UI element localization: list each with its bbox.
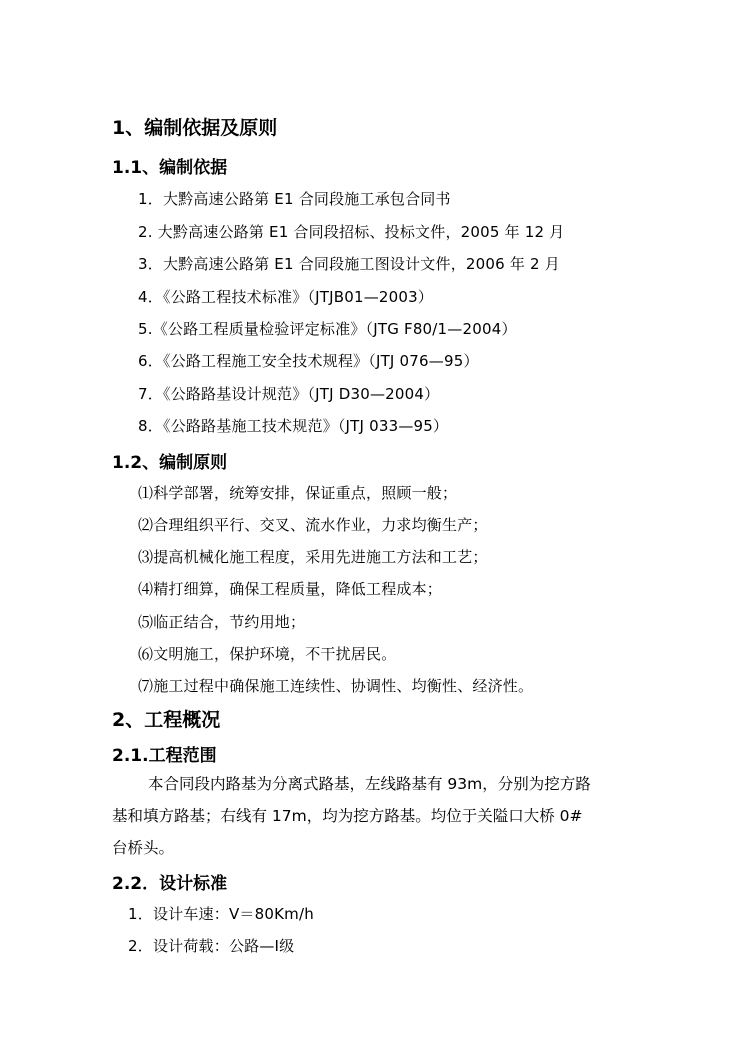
principle-item: ⑷精打细算，确保工程质量，降低工程成本； bbox=[138, 580, 443, 598]
principle-item: ⑺施工过程中确保施工连续性、协调性、均衡性、经济性。 bbox=[138, 677, 534, 695]
scope-line: 台桥头。 bbox=[112, 839, 175, 857]
basis-item: 3．大黔高速公路第 E1 合同段施工图设计文件，2006 年 2 月 bbox=[138, 255, 560, 273]
principle-item: ⑶提高机械化施工程度，采用先进施工方法和工艺； bbox=[138, 548, 488, 566]
basis-item: 4．《公路工程技术标准》（JTJB01—2003） bbox=[138, 288, 434, 306]
section-2-1-heading: 2.1.工程范围 bbox=[112, 746, 217, 766]
section-1-2-heading: 1.2、编制原则 bbox=[112, 453, 228, 473]
basis-item: 1．大黔高速公路第 E1 合同段施工承包合同书 bbox=[138, 190, 451, 208]
principle-item: ⑴科学部署，统筹安排，保证重点，照顾一般； bbox=[138, 484, 458, 502]
design-standard-item: 2．设计荷载：公路—Ⅰ级 bbox=[128, 937, 295, 955]
basis-item: 6．《公路工程施工安全技术规程》（JTJ 076—95） bbox=[138, 352, 479, 370]
basis-item: 2. 大黔高速公路第 E1 合同段招标、投标文件，2005 年 12 月 bbox=[138, 223, 565, 241]
section-2-heading: 2、工程概况 bbox=[112, 709, 221, 731]
principle-item: ⑹文明施工，保护环境，不干扰居民。 bbox=[138, 645, 397, 663]
principle-item: ⑵合理组织平行、交叉、流水作业，力求均衡生产； bbox=[138, 516, 488, 534]
basis-item: 8．《公路路基施工技术规范》（JTJ 033—95） bbox=[138, 417, 449, 435]
design-standard-item: 1．设计车速：V＝80Km/h bbox=[128, 905, 314, 923]
scope-line: 基和填方路基；右线有 17m，均为挖方路基。均位于关隘口大桥 0# bbox=[112, 807, 583, 825]
scope-line: 本合同段内路基为分离式路基，左线路基有 93m，分别为挖方路 bbox=[148, 775, 591, 793]
scope-paragraph bbox=[112, 768, 632, 864]
basis-item: 5.《公路工程质量检验评定标准》（JTG F80/1—2004） bbox=[138, 320, 517, 338]
section-1-heading: 1、编制依据及原则 bbox=[112, 117, 278, 139]
principle-item: ⑸临正结合，节约用地； bbox=[138, 613, 306, 631]
section-1-1-heading: 1.1、编制依据 bbox=[112, 158, 228, 178]
section-2-2-heading: 2.2．设计标准 bbox=[112, 874, 228, 894]
basis-item: 7．《公路路基设计规范》（JTJ D30—2004） bbox=[138, 385, 440, 403]
